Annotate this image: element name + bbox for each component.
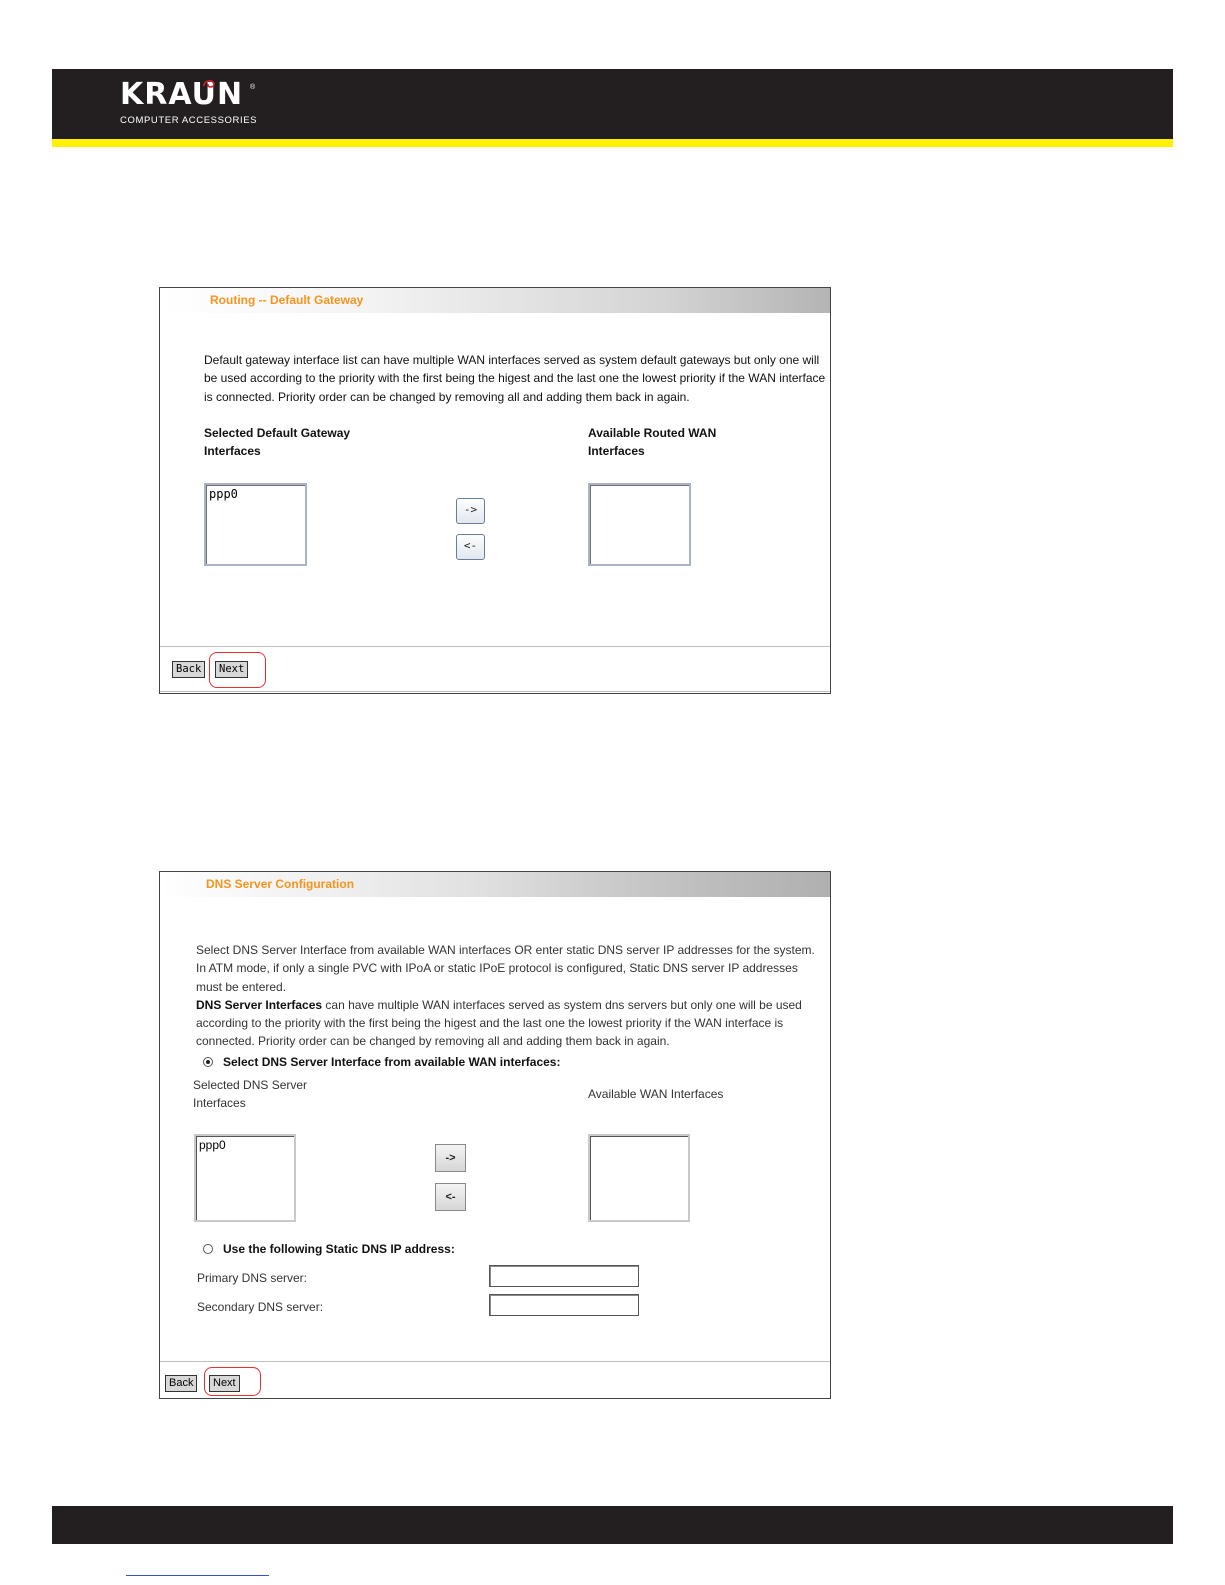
add-dns-button[interactable]: -> xyxy=(435,1144,466,1172)
static-dns-radio[interactable] xyxy=(203,1244,213,1254)
dns-description-part-2: can have multiple WAN interfaces served as system dns servers but only one will be used according to the priority with the first being the higest and the last one the lowest priority if the WAN interface is connected. Priority order can be changed by removing all and adding them back in again. xyxy=(196,997,802,1049)
selected-dns-label-2: Interfaces xyxy=(193,1096,246,1110)
logo-tagline: COMPUTER ACCESSORIES xyxy=(120,115,258,126)
remove-dns-button[interactable]: <- xyxy=(435,1183,466,1211)
static-dns-option-label: Use the following Static DNS IP address: xyxy=(223,1242,455,1256)
selected-gateway-label: Selected Default Gateway xyxy=(204,426,351,440)
next-highlight-ring xyxy=(209,652,266,688)
swirl-icon xyxy=(202,78,216,90)
primary-dns-label: Primary DNS server: xyxy=(197,1271,308,1285)
remove-gateway-button[interactable]: <- xyxy=(456,534,485,560)
page-title: Routing -- Default Gateway xyxy=(160,288,830,313)
back-button[interactable]: Back xyxy=(165,1375,197,1392)
available-routed-wan-label-2: Interfaces xyxy=(588,444,645,458)
footer-bar xyxy=(52,1506,1173,1544)
secondary-dns-label: Secondary DNS server: xyxy=(197,1300,324,1314)
dns-interface-radio[interactable] xyxy=(203,1057,213,1067)
dns-server-configuration-panel xyxy=(159,871,831,1399)
available-routed-wan-listbox[interactable] xyxy=(588,483,691,566)
dns-interface-option-label: Select DNS Server Interface from available WAN interfaces: xyxy=(223,1055,561,1069)
add-gateway-button[interactable]: -> xyxy=(456,498,485,524)
divider xyxy=(160,691,830,692)
logo-wordmark: KRAUN xyxy=(120,77,244,112)
divider xyxy=(160,1361,830,1362)
back-button[interactable]: Back xyxy=(172,661,205,678)
available-wan-label: Available WAN Interfaces xyxy=(588,1087,724,1101)
header-stripe xyxy=(52,139,1173,147)
list-item[interactable]: ppp0 xyxy=(209,487,238,501)
next-button[interactable]: Next xyxy=(215,661,248,678)
available-routed-wan-label: Available Routed WAN xyxy=(588,426,717,440)
selected-gateway-label-2: Interfaces xyxy=(204,444,261,458)
primary-dns-input[interactable] xyxy=(489,1265,639,1287)
available-wan-listbox[interactable] xyxy=(588,1134,690,1222)
routing-default-gateway-panel xyxy=(159,287,831,694)
routing-description: Default gateway interface list can have multiple WAN interfaces served as system default gateways but only one will be used according to the priority with the first being the higest and the last one the lowest priority if the WAN interface is connected. Priority order can be changed by removing all and adding them back in again. xyxy=(204,353,826,404)
next-highlight-ring xyxy=(204,1367,261,1396)
next-button[interactable]: Next xyxy=(209,1375,240,1392)
dns-description xyxy=(196,941,826,1051)
divider xyxy=(160,646,830,647)
page-title: DNS Server Configuration xyxy=(160,872,830,897)
dns-description-part-1: Select DNS Server Interface from available WAN interfaces OR enter static DNS server IP addresses for the system. In ATM mode, if only a single PVC with IPoA or static IPoE protocol is configured, Static DNS server IP addresses must be entered. xyxy=(196,943,815,994)
selected-gateway-listbox[interactable] xyxy=(204,483,307,566)
registered-mark: ® xyxy=(250,84,256,91)
secondary-dns-input[interactable] xyxy=(489,1294,639,1316)
list-item[interactable]: ppp0 xyxy=(199,1138,226,1152)
footer-link-underline xyxy=(126,1575,269,1576)
selected-dns-label: Selected DNS Server xyxy=(193,1078,308,1092)
dns-interfaces-bold: DNS Server Interfaces xyxy=(196,997,323,1012)
kraun-logo xyxy=(120,78,257,126)
selected-dns-listbox[interactable] xyxy=(194,1134,296,1222)
